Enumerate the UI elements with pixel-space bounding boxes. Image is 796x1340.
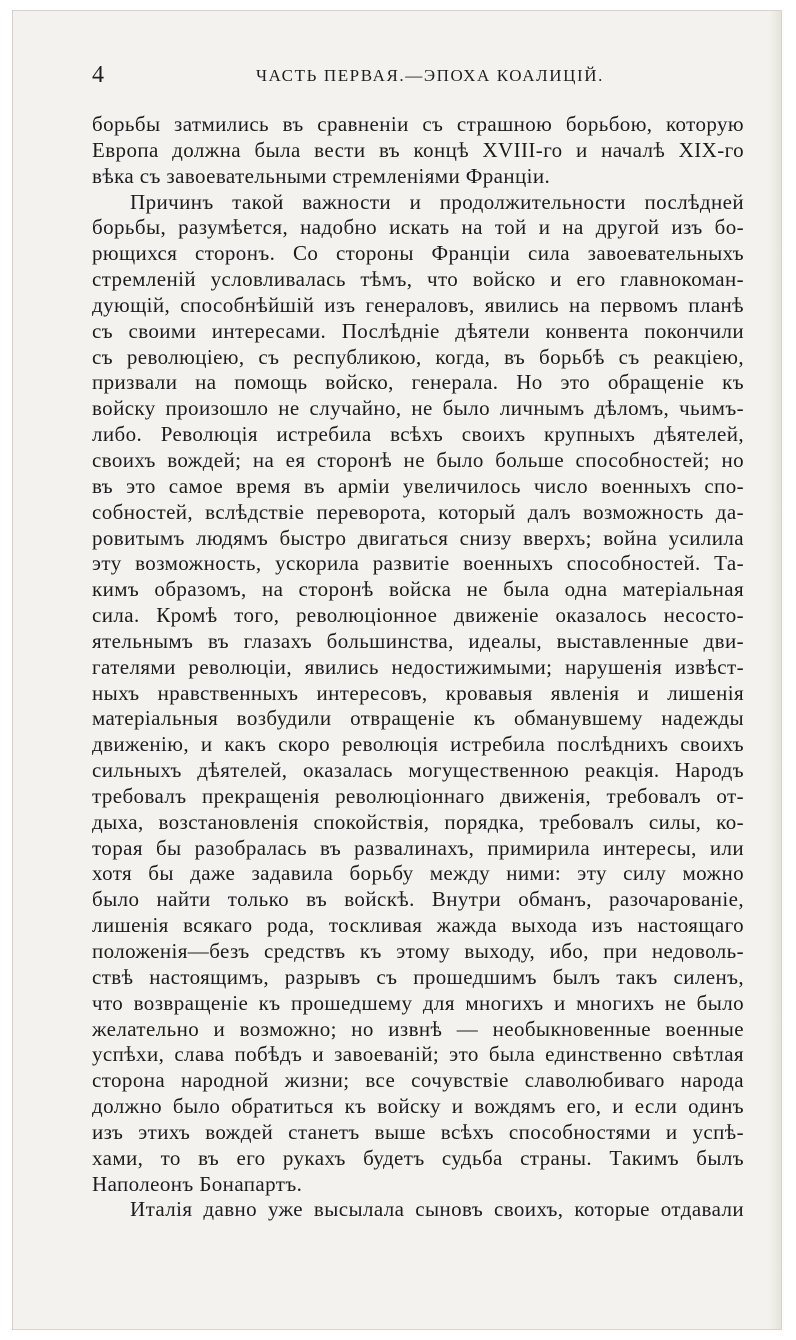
text-line: было найти только въ войскѣ. Внутри обманъ, разочарованіе, (92, 887, 744, 912)
text-line: Италія давно уже высылала сыновъ своихъ, которые отдавали (130, 1197, 744, 1222)
text-line: призвали на помощь войско, генерала. Но это обращеніе къ (92, 370, 744, 395)
text-line: сторона народной жизни; все сочувствіе славолюбиваго народа (92, 1068, 744, 1093)
text-line: эту возможность, ускорила развитіе военныхъ способностей. Та- (92, 551, 744, 576)
text-line: требовалъ прекращенія революціоннаго движенія, требовалъ от- (92, 783, 744, 808)
text-line: съ своими интересами. Послѣдніе дѣятели конвента покончили (92, 318, 744, 343)
text-line: ныхъ нравственныхъ интересовъ, кровавыя явленія и лишенія (92, 680, 744, 705)
text-line: ствѣ настоящимъ, разрывъ съ прошедшимъ былъ такъ силенъ, (92, 964, 744, 989)
text-line: войску произошло не случайно, не было личнымъ дѣломъ, чьимъ- (92, 396, 744, 421)
text-line: рющихся сторонъ. Со стороны Франціи сила завоевательныхъ (92, 241, 744, 266)
text-line: движенію, и какъ скоро революція истребила послѣднихъ своихъ (92, 732, 744, 757)
text-line: торая бы разобралась въ развалинахъ, примирила интересы, или (92, 835, 744, 860)
running-head (92, 62, 744, 92)
text-line: въ это самое время въ арміи увеличилось число военныхъ спо- (92, 473, 744, 498)
text-line: хами, то въ его рукахъ будетъ судьба страны. Такимъ былъ (92, 1145, 744, 1170)
text-line: Европа должна была вести въ концѣ XVIII-го и началѣ XIX-го (92, 137, 744, 162)
text-line: успѣхи, слава побѣдъ и завоеваній; это была единственно свѣтлая (92, 1042, 744, 1067)
text-line: изъ этихъ вождей станетъ выше всѣхъ способностями и успѣ- (92, 1119, 744, 1144)
text-line: должно было обратиться къ войску и вождямъ его, и если одинъ (92, 1094, 744, 1119)
text-line: кимъ образомъ, на сторонѣ войска не была одна матеріальная (92, 577, 744, 602)
text-line: вѣка съ завоевательными стремленіями Франціи. (92, 163, 551, 188)
text-line: съ революціею, съ республикою, когда, въ борьбѣ съ реакціею, (92, 344, 744, 369)
text-line: Наполеонъ Бонапартъ. (92, 1171, 303, 1196)
text-line: дующій, способнѣйшій изъ генераловъ, явились на первомъ планѣ (92, 292, 744, 317)
text-line: гателями революціи, явились недостижимыми; нарушенія извѣст- (92, 654, 744, 679)
text-line: своихъ вождей; на ея сторонѣ не было больше способностей; но (92, 447, 744, 472)
body-text (92, 112, 744, 1223)
text-line: собностей, вслѣдствіе переворота, который далъ возможность да- (92, 499, 744, 524)
page-edge-shadow (769, 11, 781, 1329)
text-line: лишенія всякаго рода, тоскливая жажда выхода изъ настоящаго (92, 913, 744, 938)
text-line: либо. Революція истребила всѣхъ своихъ крупныхъ дѣятелей, (92, 422, 744, 447)
text-line: положенія—безъ средствъ къ этому выходу, ибо, при недоволь- (92, 939, 744, 963)
text-line: ровитымъ людямъ быстро двигаться снизу вверхъ; война усилила (92, 525, 744, 550)
text-line: хотя бы даже задавила борьбу между ними: эту силу можно (92, 861, 744, 886)
text-line: стремленій условливалась тѣмъ, что войско и его главнокоман- (92, 267, 744, 292)
text-line: желательно и возможно; но извнѣ — необыкновенные военные (92, 1016, 744, 1041)
page-number: 4 (92, 62, 104, 88)
running-head-title: ЧАСТЬ ПЕРВАЯ.—ЭПОХА КОАЛИЦІЙ. (256, 66, 605, 85)
text-line: борьбы, разумѣется, надобно искать на той и на другой изъ бо- (92, 215, 744, 240)
text-line: ятельнымъ въ глазахъ большинства, идеалы, выставленные дви- (92, 628, 744, 653)
text-line: сила. Кромѣ того, революціонное движеніе оказалось несосто- (92, 603, 744, 628)
text-line: Причинъ такой важности и продолжительности послѣдней (130, 189, 744, 214)
text-line: что возвращеніе къ прошедшему для многихъ и многихъ не было (92, 990, 744, 1015)
text-line: борьбы затмились въ сравненіи съ страшною борьбою, которую (92, 112, 744, 136)
text-line: матеріальныя возбудили отвращеніе къ обманувшему надежды (92, 706, 744, 731)
text-line: сильныхъ дѣятелей, оказалась могущественною реакція. Народъ (92, 758, 744, 783)
text-line: дыха, возстановленія спокойствія, порядка, требовалъ силы, ко- (92, 809, 744, 834)
